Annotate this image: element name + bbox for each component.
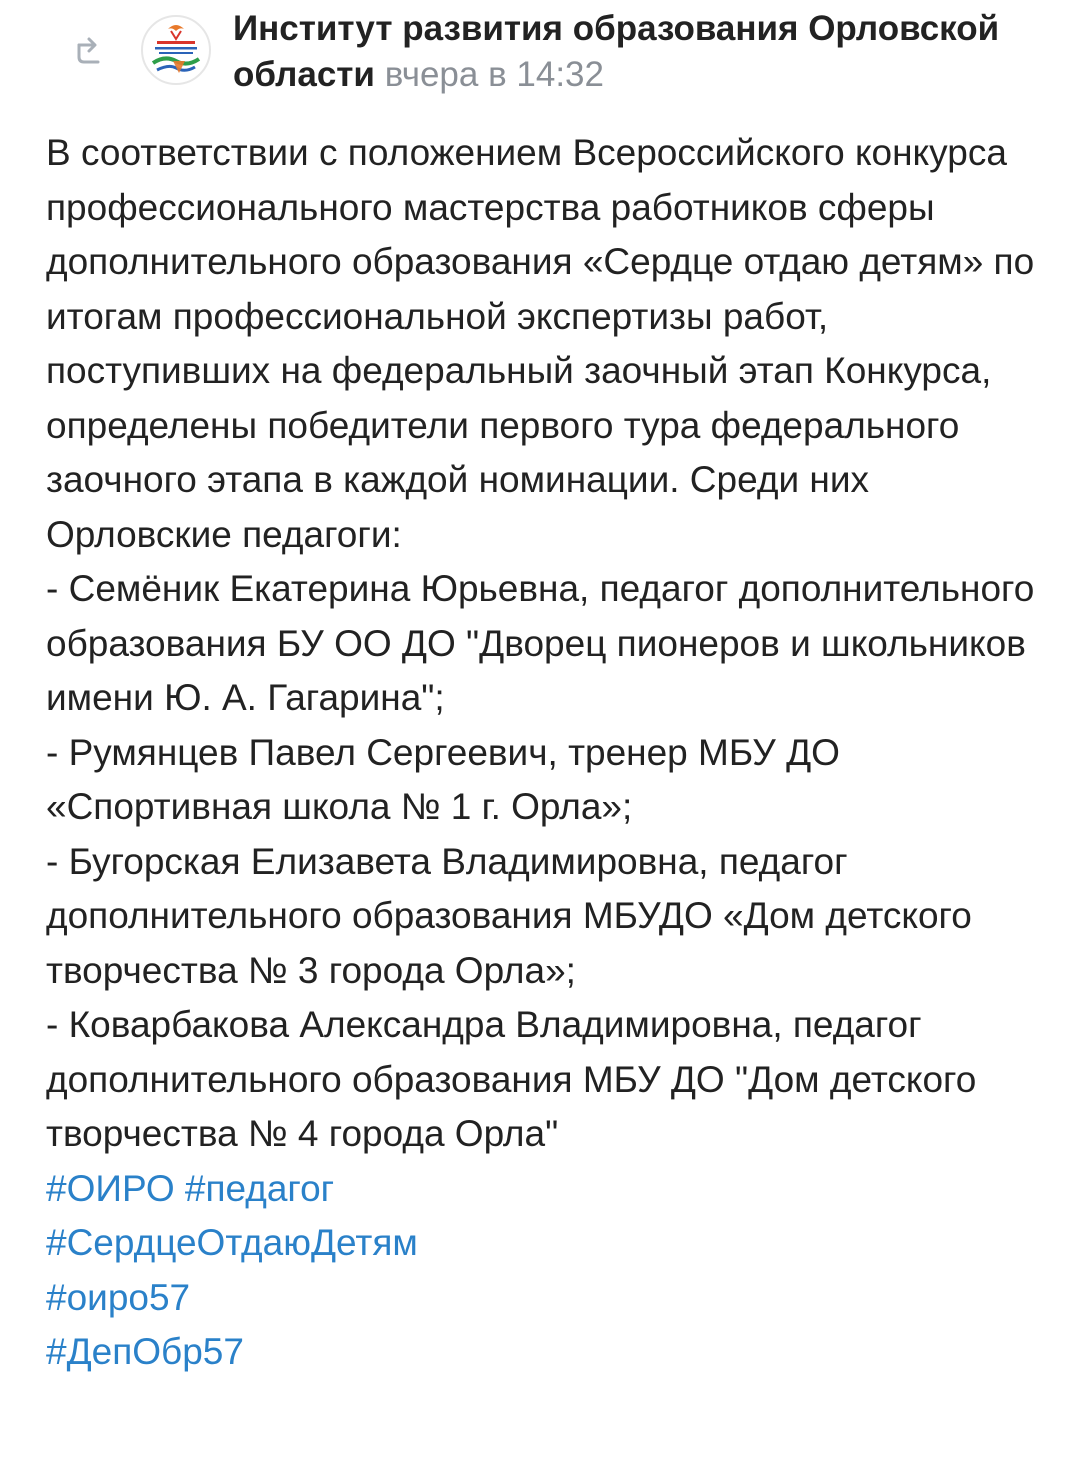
post-paragraph: - Румянцев Павел Сергеевич, тренер МБУ ДО «Спортивная школа № 1 г. Орла»;: [46, 731, 840, 827]
hashtag-link[interactable]: #СердцеОтдаюДетям: [46, 1222, 418, 1263]
post-paragraph: - Коварбакова Александра Владимировна, педагог дополнительного образования МБУ ДО "Дом детского творчества № 4 города Орла": [46, 1004, 977, 1154]
post-header: [0, 0, 1080, 110]
hashtag-link[interactable]: #оиро57: [46, 1276, 191, 1318]
repost-arrow-icon: [74, 36, 104, 66]
author-name[interactable]: Институт развития образования Орловской области: [233, 9, 1000, 94]
post-body: [46, 126, 1056, 1380]
post-paragraph: В соответствии с положением Всероссийского конкурса профессионального мастерства работников сферы дополнительного образования «Сердце отдаю детям» по итогам профессиональной экспертизы работ, поступивших на федеральный заочный этап Конкурса, определены победители первого тура федерального заочного этапа в каждой номинации. Среди них Орловские педагоги:: [46, 132, 1035, 555]
hashtag-link[interactable]: #ОИРО #педагог: [46, 1167, 335, 1209]
post-paragraph: - Бугорская Елизавета Владимировна, педагог дополнительного образования МБУДО «Дом детского творчества № 3 города Орла»;: [46, 840, 972, 991]
institute-logo-icon: [143, 17, 209, 83]
hashtag-link[interactable]: #ДепОбр57: [46, 1331, 244, 1372]
post-paragraph: - Семёник Екатерина Юрьевна, педагог дополнительного образования БУ ОО ДО "Дворец пионеров и школьников имени Ю. А. Гагарина";: [46, 568, 1035, 718]
author-avatar[interactable]: [141, 15, 211, 85]
post-header-text: [233, 6, 1053, 98]
post-time[interactable]: вчера в 14:32: [384, 55, 604, 94]
